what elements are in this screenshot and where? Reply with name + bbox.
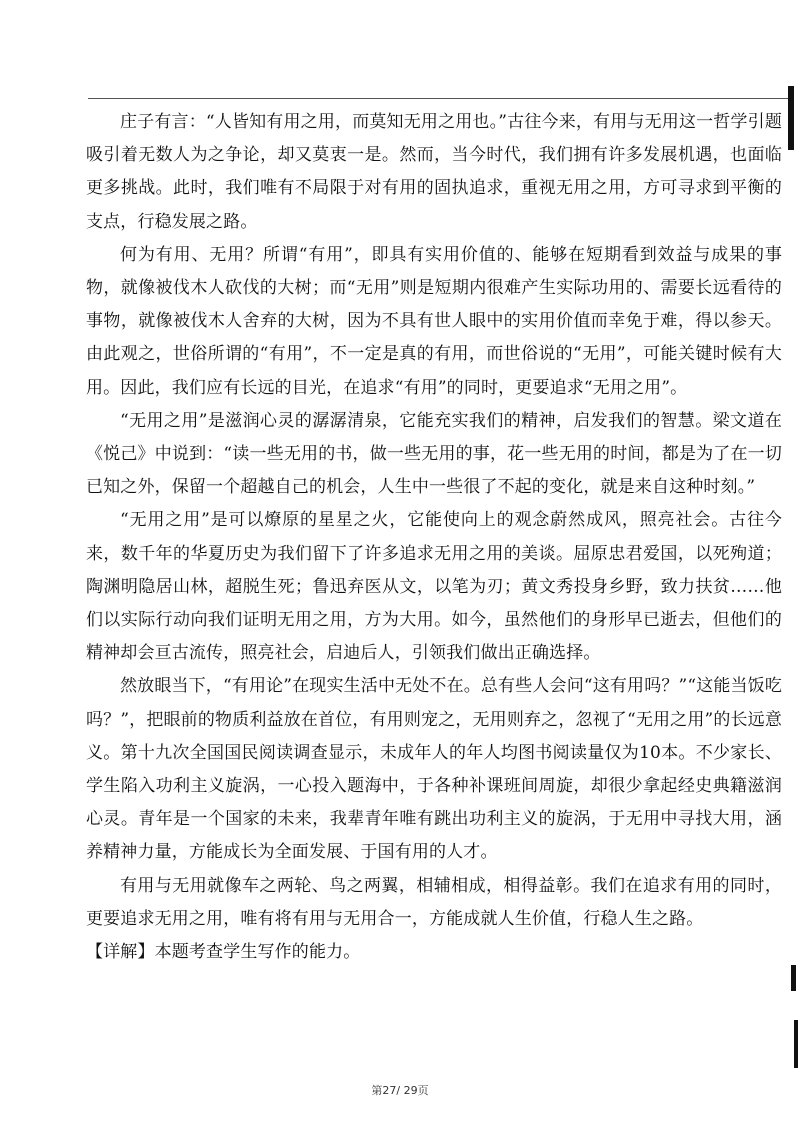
analysis-note: 【详解】本题考查学生写作的能力。: [86, 942, 361, 963]
binding-edge-mark: [791, 965, 796, 991]
essay-paragraph-5: 然放眼当下，“有用论”在现实生活中无处不在。总有些人会问“这有用吗？”“这能当饭吃吗？”，把眼前的物质利益放在首位，有用则宠之，无用则弃之，忽视了“无用之用”的长远意义。第十九次全国国民阅读调查显示，未成年人的年人均图书阅读量仅为10本。不少家长、学生陷入功利主义旋涡，一心投入题海中，于各种补课班间周旋，却很少拿起经史典籍滋润心灵。青年是一个国家的未来，我辈青年唯有跳出功利主义的旋涡，于无用中寻找大用，涵养精神力量，方能成长为全面发展、于国有用的人才。: [86, 676, 782, 863]
essay-body: [86, 106, 782, 969]
binding-edge-mark: [794, 1020, 798, 1068]
essay-paragraph-1: 庄子有言：“人皆知有用之用，而莫知无用之用也。”古往今来，有用与无用这一哲学引题吸引着无数人为之争论，却又莫衷一是。然而，当今时代，我们拥有许多发展机遇，也面临更多挑战。此时，我们唯有不局限于对有用的固执追求，重视无用之用，方可寻求到平衡的支点，行稳发展之路。: [86, 112, 782, 232]
header-rule: [88, 98, 788, 99]
page-number: 第27/ 29页: [371, 1084, 429, 1097]
essay-paragraph-6: 有用与无用就像车之两轮、鸟之两翼，相辅相成，相得益彰。我们在追求有用的同时，更要追求无用之用，唯有将有用与无用合一，方能成就人生价值，行稳人生之路。: [86, 875, 782, 929]
essay-paragraph-2: 何为有用、无用？所谓“有用”，即具有实用价值的、能够在短期看到效益与成果的事物，就像被伐木人砍伐的大树；而“无用”则是短期内很难产生实际功用的、需要长远看待的事物，就像被伐木人舍弃的大树，因为不具有世人眼中的实用价值而幸免于难，得以参天。由此观之，世俗所谓的“有用”，不一定是真的有用，而世俗说的“无用”，可能关键时候有大用。因此，我们应有长远的目光，在追求“有用”的同时，更要追求“无用之用”。: [86, 244, 782, 398]
essay-paragraph-3: “无用之用”是滋润心灵的潺潺清泉，它能充实我们的精神，启发我们的智慧。梁文道在《悦己》中说到：“读一些无用的书，做一些无用的事，花一些无用的时间，都是为了在一切已知之外，保留一个超越自己的机会，人生中一些很了不起的变化，就是来自这种时刻。”: [86, 410, 782, 498]
essay-paragraph-4: “无用之用”是可以燎原的星星之火，它能使向上的观念蔚然成风，照亮社会。古往今来，数千年的华夏历史为我们留下了许多追求无用之用的美谈。屈原忠君爱国，以死殉道；陶渊明隐居山林，超脱生死；鲁迅弃医从文，以笔为刃；黄文秀投身乡野，致力扶贫……他们以实际行动向我们证明无用之用，方为大用。如今，虽然他们的身形早已逝去，但他们的精神却会亘古流传，照亮社会，启迪后人，引领我们做出正确选择。: [86, 510, 782, 664]
binding-edge-mark: [788, 86, 794, 150]
